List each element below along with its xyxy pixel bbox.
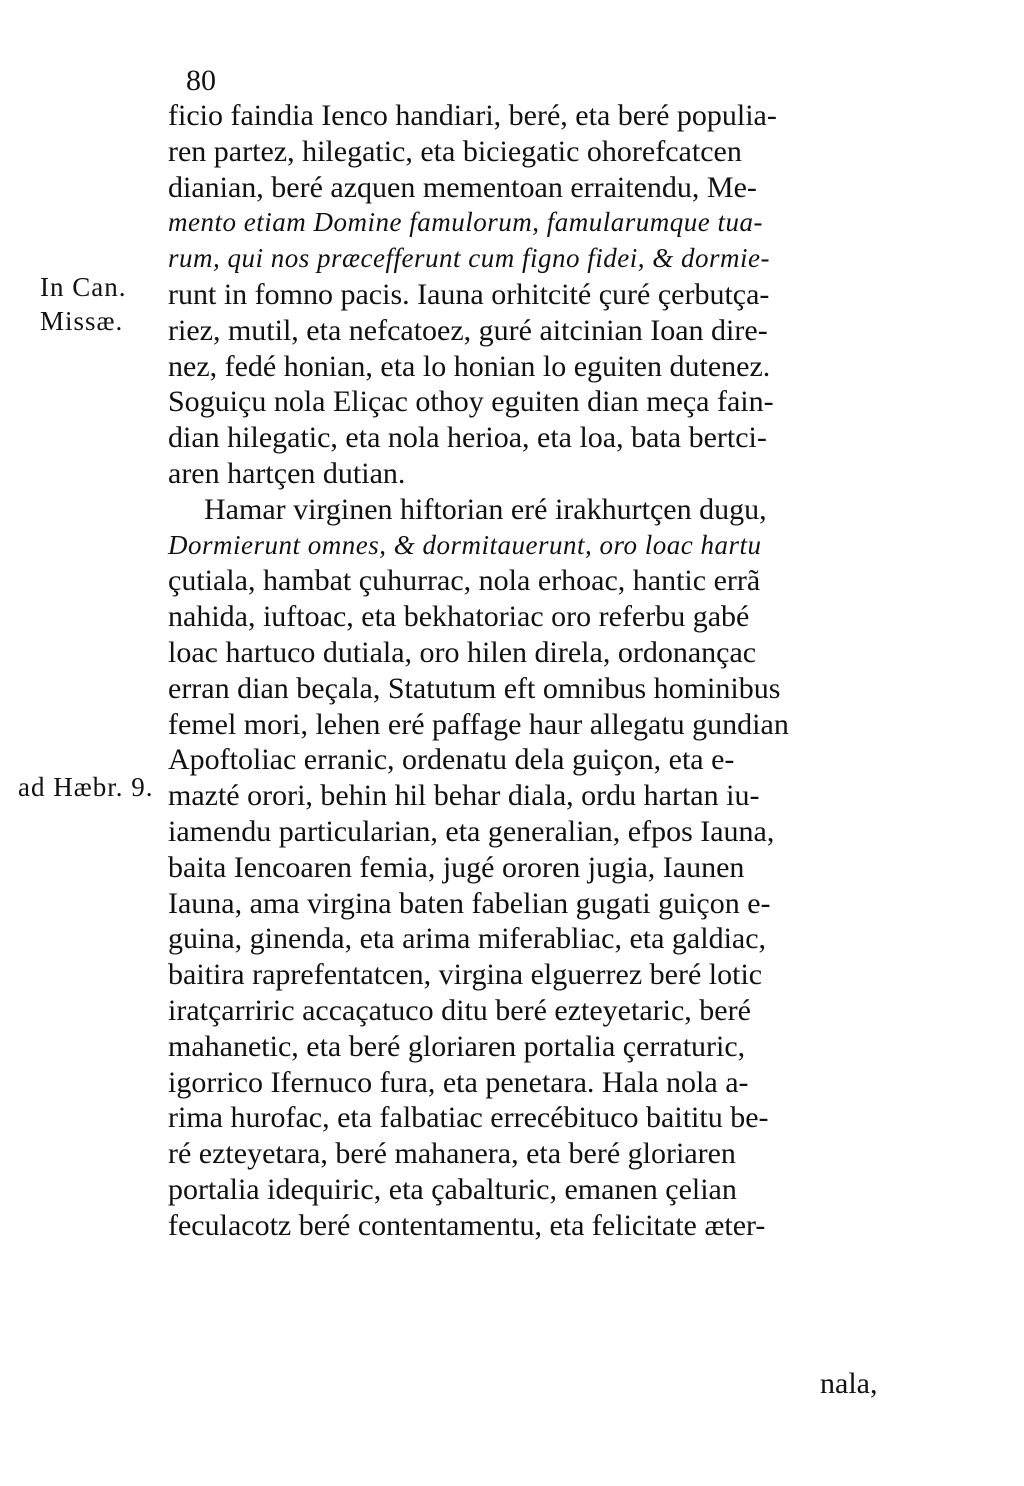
catchword: nala, [820,1367,878,1400]
text-line: dianian, beré azquen mementoan erraitendu, Me- [168,170,757,204]
text-line: ré ezteyetara, beré mahanera, eta beré gloriaren [168,1137,736,1171]
text-line: igorrico Ifernuco fura, eta penetara. Hala nola a- [168,1065,749,1099]
text-line: baitira raprefentatcen, virgina elguerrez beré lotic [168,958,763,992]
text-line: iratçarriric accaçatuco ditu beré ezteyetaric, beré [168,993,751,1027]
text-line: dian hilegatic, eta nola herioa, eta loa, bata bertci- [168,421,767,455]
text-line: Dormierunt omnes, & dormitauerunt, oro loac hartu [168,529,762,560]
text-line: erran dian beçala, Statutum eft omnibus hominibus [168,671,781,705]
margin-note: ad Hæbr. 9. [18,772,154,802]
text-line: Hamar virginen hiftorian eré irakhurtçen dugu, [204,492,767,526]
text-line: Soguiçu nola Eliçac othoy eguiten dian meça fain- [168,385,774,419]
margin-note: In Can. Missæ. [40,272,127,336]
text-line: ren partez, hilegatic, eta biciegatic ohorefcatcen [168,134,742,168]
text-line: çutiala, hambat çuhurrac, nola erhoac, hantic errã [168,564,761,598]
text-line: iamendu particularian, eta generalian, efpos Iauna, [168,814,775,848]
text-line: nez, fedé honian, eta lo honian lo eguiten dutenez. [168,349,771,383]
text-line: loac hartuco dutiala, oro hilen direla, ordonançac [168,635,757,669]
text-line: mento etiam Domine famulorum, famularumque tua- [168,207,763,238]
text-line: baita Iencoaren femia, jugé ororen jugia, Iaunen [168,850,745,884]
text-line: femel mori, lehen eré paffage haur allegatu gundian [168,707,789,741]
text-line: ficio faindia Ienco handiari, beré, eta beré populia- [168,99,777,132]
text-line: rima hurofac, eta falbatiac errecébituco baititu be- [168,1101,769,1135]
text-line: aren hartçen dutian. [168,456,406,490]
text-line: nahida, iuftoac, eta bekhatoriac oro referbu gabé [168,600,750,634]
text-line: guina, ginenda, eta arima miferabliac, eta galdiac, [168,922,767,956]
text-line: riez, mutil, eta nefcatoez, guré aitcinian Ioan dire- [168,313,768,347]
text-line: runt in fomno pacis. Iauna orhitcité çuré çerbutça- [168,277,770,311]
body-text [168,98,908,1244]
text-line: feculacotz beré contentamentu, eta felicitate æter- [168,1208,766,1242]
page-number: 80 [186,64,216,97]
text-line: mazté orori, behin hil behar diala, ordu hartan iu- [168,779,760,813]
text-line: portalia idequiric, eta çabalturic, emanen çelian [168,1172,737,1206]
text-line: rum, qui nos præcefferunt cum figno fidei, & dormie- [168,243,770,274]
text-line: Iauna, ama virgina baten fabelian gugati guiçon e- [168,886,771,920]
text-line: Apoftoliac erranic, ordenatu dela guiçon, eta e- [168,743,735,777]
text-line: mahanetic, eta beré gloriaren portalia çerraturic, [168,1029,746,1063]
